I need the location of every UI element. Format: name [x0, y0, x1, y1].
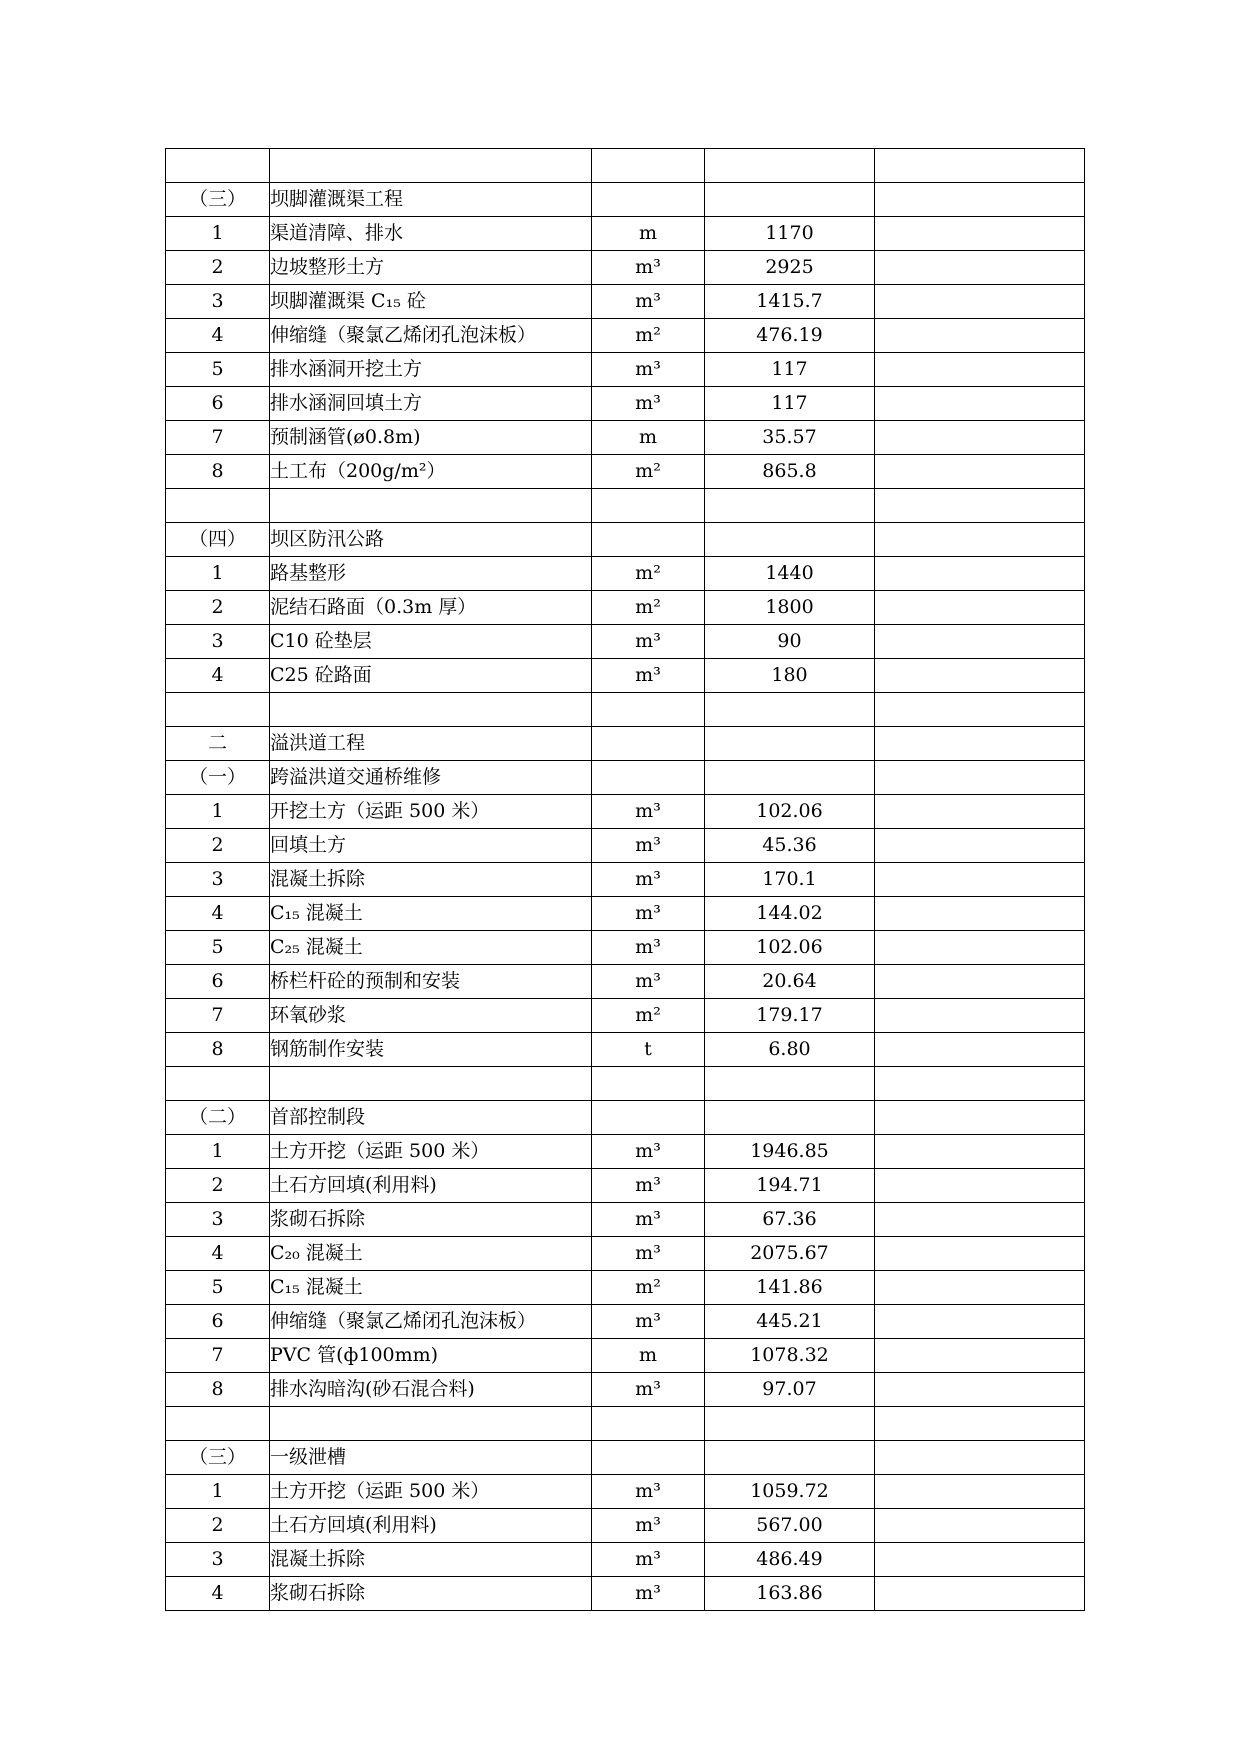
- item-name-cell: 混凝土拆除: [270, 1543, 592, 1577]
- item-name-cell: [270, 693, 592, 727]
- unit-cell: m²: [592, 591, 705, 625]
- unit-cell: m³: [592, 1373, 705, 1407]
- quantity-cell: 20.64: [705, 965, 875, 999]
- unit-cell: m³: [592, 1577, 705, 1611]
- remarks-cell: [875, 1067, 1085, 1101]
- unit-cell: m³: [592, 1135, 705, 1169]
- row-number-cell: 6: [166, 965, 270, 999]
- table-row: [166, 523, 1085, 557]
- remarks-cell: [875, 625, 1085, 659]
- remarks-cell: [875, 1509, 1085, 1543]
- quantity-cell: 1440: [705, 557, 875, 591]
- item-name-cell: 回填土方: [270, 829, 592, 863]
- quantity-cell: 1078.32: [705, 1339, 875, 1373]
- remarks-cell: [875, 1237, 1085, 1271]
- row-number-cell: 7: [166, 421, 270, 455]
- row-number-cell: 3: [166, 1203, 270, 1237]
- quantity-cell: 144.02: [705, 897, 875, 931]
- row-number-cell: 1: [166, 557, 270, 591]
- row-number-cell: 4: [166, 1577, 270, 1611]
- remarks-cell: [875, 523, 1085, 557]
- table-row: [166, 659, 1085, 693]
- row-number-cell: 1: [166, 1475, 270, 1509]
- quantity-cell: 102.06: [705, 931, 875, 965]
- item-name-cell: 泥结石路面（0.3m 厚）: [270, 591, 592, 625]
- row-number-cell: 4: [166, 659, 270, 693]
- unit-cell: m³: [592, 1543, 705, 1577]
- row-number-cell: （一）: [166, 761, 270, 795]
- unit-cell: [592, 149, 705, 183]
- quantity-cell: 476.19: [705, 319, 875, 353]
- item-name-cell: 边坡整形土方: [270, 251, 592, 285]
- item-name-cell: 伸缩缝（聚氯乙烯闭孔泡沫板）: [270, 1305, 592, 1339]
- remarks-cell: [875, 829, 1085, 863]
- quantity-cell: [705, 1441, 875, 1475]
- item-name-cell: 浆砌石拆除: [270, 1577, 592, 1611]
- remarks-cell: [875, 795, 1085, 829]
- unit-cell: m³: [592, 285, 705, 319]
- unit-cell: [592, 523, 705, 557]
- remarks-cell: [875, 1101, 1085, 1135]
- unit-cell: m: [592, 421, 705, 455]
- remarks-cell: [875, 1407, 1085, 1441]
- table-row: [166, 1067, 1085, 1101]
- row-number-cell: 2: [166, 251, 270, 285]
- quantity-cell: 1800: [705, 591, 875, 625]
- table-row: [166, 489, 1085, 523]
- item-name-cell: 桥栏杆砼的预制和安装: [270, 965, 592, 999]
- unit-cell: m³: [592, 931, 705, 965]
- row-number-cell: 2: [166, 591, 270, 625]
- row-number-cell: （三）: [166, 1441, 270, 1475]
- row-number-cell: 二: [166, 727, 270, 761]
- quantity-cell: 170.1: [705, 863, 875, 897]
- table-row: [166, 217, 1085, 251]
- table-row: [166, 285, 1085, 319]
- remarks-cell: [875, 251, 1085, 285]
- table-row: [166, 149, 1085, 183]
- remarks-cell: [875, 149, 1085, 183]
- quantity-cell: 1059.72: [705, 1475, 875, 1509]
- quantity-cell: 67.36: [705, 1203, 875, 1237]
- unit-cell: m³: [592, 353, 705, 387]
- quantity-cell: 35.57: [705, 421, 875, 455]
- item-name-cell: 预制涵管(ø0.8m): [270, 421, 592, 455]
- unit-cell: [592, 693, 705, 727]
- table-row: [166, 353, 1085, 387]
- table-body: [166, 149, 1085, 1611]
- row-number-cell: [166, 1407, 270, 1441]
- remarks-cell: [875, 1475, 1085, 1509]
- item-name-cell: 环氧砂浆: [270, 999, 592, 1033]
- table-row: [166, 1271, 1085, 1305]
- table-row: [166, 387, 1085, 421]
- remarks-cell: [875, 761, 1085, 795]
- unit-cell: [592, 1441, 705, 1475]
- item-name-cell: 首部控制段: [270, 1101, 592, 1135]
- item-name-cell: 土石方回填(利用料): [270, 1169, 592, 1203]
- remarks-cell: [875, 727, 1085, 761]
- row-number-cell: [166, 693, 270, 727]
- unit-cell: m²: [592, 455, 705, 489]
- remarks-cell: [875, 557, 1085, 591]
- table-row: [166, 761, 1085, 795]
- row-number-cell: 4: [166, 319, 270, 353]
- quantities-table: [165, 148, 1085, 1611]
- table-row: [166, 455, 1085, 489]
- unit-cell: [592, 183, 705, 217]
- table-row: [166, 251, 1085, 285]
- table-row: [166, 863, 1085, 897]
- item-name-cell: 坝脚灌溉渠 C₁₅ 砼: [270, 285, 592, 319]
- remarks-cell: [875, 659, 1085, 693]
- unit-cell: m³: [592, 829, 705, 863]
- unit-cell: m³: [592, 897, 705, 931]
- table-row: [166, 829, 1085, 863]
- table-row: [166, 1373, 1085, 1407]
- unit-cell: m: [592, 1339, 705, 1373]
- quantity-cell: 180: [705, 659, 875, 693]
- quantity-cell: [705, 523, 875, 557]
- row-number-cell: 2: [166, 829, 270, 863]
- remarks-cell: [875, 863, 1085, 897]
- remarks-cell: [875, 693, 1085, 727]
- remarks-cell: [875, 353, 1085, 387]
- table-row: [166, 421, 1085, 455]
- table-row: [166, 1475, 1085, 1509]
- item-name-cell: 伸缩缝（聚氯乙烯闭孔泡沫板）: [270, 319, 592, 353]
- table-row: [166, 693, 1085, 727]
- remarks-cell: [875, 1203, 1085, 1237]
- row-number-cell: 3: [166, 285, 270, 319]
- item-name-cell: 排水涵洞回填土方: [270, 387, 592, 421]
- remarks-cell: [875, 1271, 1085, 1305]
- unit-cell: m²: [592, 999, 705, 1033]
- table-row: [166, 625, 1085, 659]
- item-name-cell: C10 砼垫层: [270, 625, 592, 659]
- quantity-cell: 1946.85: [705, 1135, 875, 1169]
- table-row: [166, 999, 1085, 1033]
- quantity-cell: [705, 1067, 875, 1101]
- row-number-cell: 1: [166, 1135, 270, 1169]
- remarks-cell: [875, 1169, 1085, 1203]
- item-name-cell: 跨溢洪道交通桥维修: [270, 761, 592, 795]
- quantity-cell: [705, 1101, 875, 1135]
- remarks-cell: [875, 489, 1085, 523]
- item-name-cell: 一级泄槽: [270, 1441, 592, 1475]
- table-row: [166, 1441, 1085, 1475]
- remarks-cell: [875, 217, 1085, 251]
- quantity-cell: 163.86: [705, 1577, 875, 1611]
- table-row: [166, 319, 1085, 353]
- item-name-cell: C25 砼路面: [270, 659, 592, 693]
- remarks-cell: [875, 1373, 1085, 1407]
- quantity-cell: 486.49: [705, 1543, 875, 1577]
- table-row: [166, 1135, 1085, 1169]
- table-row: [166, 1305, 1085, 1339]
- remarks-cell: [875, 1033, 1085, 1067]
- row-number-cell: 2: [166, 1509, 270, 1543]
- unit-cell: m³: [592, 1475, 705, 1509]
- quantity-cell: 445.21: [705, 1305, 875, 1339]
- table-row: [166, 965, 1085, 999]
- item-name-cell: [270, 489, 592, 523]
- row-number-cell: 7: [166, 999, 270, 1033]
- item-name-cell: C₂₅ 混凝土: [270, 931, 592, 965]
- unit-cell: m³: [592, 251, 705, 285]
- remarks-cell: [875, 931, 1085, 965]
- unit-cell: [592, 1407, 705, 1441]
- table-row: [166, 1339, 1085, 1373]
- row-number-cell: 4: [166, 897, 270, 931]
- row-number-cell: 6: [166, 1305, 270, 1339]
- row-number-cell: （四）: [166, 523, 270, 557]
- table-row: [166, 1237, 1085, 1271]
- remarks-cell: [875, 455, 1085, 489]
- row-number-cell: [166, 1067, 270, 1101]
- remarks-cell: [875, 421, 1085, 455]
- unit-cell: m³: [592, 1305, 705, 1339]
- row-number-cell: 8: [166, 455, 270, 489]
- table-row: [166, 1407, 1085, 1441]
- table-row: [166, 1509, 1085, 1543]
- remarks-cell: [875, 897, 1085, 931]
- item-name-cell: C₂₀ 混凝土: [270, 1237, 592, 1271]
- unit-cell: [592, 489, 705, 523]
- remarks-cell: [875, 319, 1085, 353]
- item-name-cell: PVC 管(ф100mm): [270, 1339, 592, 1373]
- item-name-cell: 渠道清障、排水: [270, 217, 592, 251]
- item-name-cell: 溢洪道工程: [270, 727, 592, 761]
- quantity-cell: [705, 183, 875, 217]
- item-name-cell: 土工布（200g/m²）: [270, 455, 592, 489]
- remarks-cell: [875, 965, 1085, 999]
- unit-cell: m³: [592, 965, 705, 999]
- unit-cell: [592, 1067, 705, 1101]
- table-row: [166, 183, 1085, 217]
- row-number-cell: （二）: [166, 1101, 270, 1135]
- table-row: [166, 795, 1085, 829]
- row-number-cell: 3: [166, 863, 270, 897]
- item-name-cell: C₁₅ 混凝土: [270, 897, 592, 931]
- item-name-cell: 排水沟暗沟(砂石混合料): [270, 1373, 592, 1407]
- remarks-cell: [875, 591, 1085, 625]
- item-name-cell: [270, 1067, 592, 1101]
- quantity-cell: 6.80: [705, 1033, 875, 1067]
- quantity-cell: 2925: [705, 251, 875, 285]
- table-row: [166, 1203, 1085, 1237]
- row-number-cell: 8: [166, 1033, 270, 1067]
- unit-cell: m: [592, 217, 705, 251]
- item-name-cell: 土方开挖（运距 500 米）: [270, 1135, 592, 1169]
- row-number-cell: 5: [166, 353, 270, 387]
- table-row: [166, 1033, 1085, 1067]
- quantity-cell: 141.86: [705, 1271, 875, 1305]
- quantity-cell: 179.17: [705, 999, 875, 1033]
- table-row: [166, 591, 1085, 625]
- row-number-cell: 6: [166, 387, 270, 421]
- unit-cell: [592, 761, 705, 795]
- unit-cell: [592, 727, 705, 761]
- unit-cell: m³: [592, 1509, 705, 1543]
- item-name-cell: 开挖土方（运距 500 米）: [270, 795, 592, 829]
- quantity-cell: 1415.7: [705, 285, 875, 319]
- table-row: [166, 1577, 1085, 1611]
- quantity-cell: [705, 1407, 875, 1441]
- remarks-cell: [875, 285, 1085, 319]
- quantity-cell: 97.07: [705, 1373, 875, 1407]
- row-number-cell: 4: [166, 1237, 270, 1271]
- row-number-cell: [166, 489, 270, 523]
- unit-cell: m³: [592, 1203, 705, 1237]
- row-number-cell: [166, 149, 270, 183]
- unit-cell: m³: [592, 1169, 705, 1203]
- unit-cell: m²: [592, 557, 705, 591]
- quantity-cell: 90: [705, 625, 875, 659]
- table-row: [166, 557, 1085, 591]
- table-row: [166, 1169, 1085, 1203]
- remarks-cell: [875, 183, 1085, 217]
- unit-cell: m²: [592, 319, 705, 353]
- unit-cell: [592, 1101, 705, 1135]
- quantity-cell: 567.00: [705, 1509, 875, 1543]
- remarks-cell: [875, 387, 1085, 421]
- row-number-cell: 2: [166, 1169, 270, 1203]
- quantity-cell: 117: [705, 387, 875, 421]
- quantity-cell: 45.36: [705, 829, 875, 863]
- row-number-cell: 5: [166, 931, 270, 965]
- unit-cell: m³: [592, 863, 705, 897]
- item-name-cell: 坝脚灌溉渠工程: [270, 183, 592, 217]
- remarks-cell: [875, 1441, 1085, 1475]
- row-number-cell: 3: [166, 625, 270, 659]
- unit-cell: m³: [592, 659, 705, 693]
- table-row: [166, 931, 1085, 965]
- item-name-cell: 坝区防汛公路: [270, 523, 592, 557]
- quantity-cell: [705, 693, 875, 727]
- item-name-cell: 钢筋制作安装: [270, 1033, 592, 1067]
- quantity-cell: [705, 727, 875, 761]
- quantity-cell: [705, 489, 875, 523]
- quantity-cell: 865.8: [705, 455, 875, 489]
- row-number-cell: （三）: [166, 183, 270, 217]
- remarks-cell: [875, 1339, 1085, 1373]
- item-name-cell: 排水涵洞开挖土方: [270, 353, 592, 387]
- quantity-cell: 2075.67: [705, 1237, 875, 1271]
- unit-cell: t: [592, 1033, 705, 1067]
- unit-cell: m³: [592, 1237, 705, 1271]
- item-name-cell: 混凝土拆除: [270, 863, 592, 897]
- item-name-cell: 土方开挖（运距 500 米）: [270, 1475, 592, 1509]
- quantity-cell: 1170: [705, 217, 875, 251]
- row-number-cell: 3: [166, 1543, 270, 1577]
- item-name-cell: C₁₅ 混凝土: [270, 1271, 592, 1305]
- quantity-cell: 102.06: [705, 795, 875, 829]
- remarks-cell: [875, 1543, 1085, 1577]
- item-name-cell: [270, 149, 592, 183]
- quantity-cell: 117: [705, 353, 875, 387]
- table-row: [166, 1101, 1085, 1135]
- row-number-cell: 7: [166, 1339, 270, 1373]
- unit-cell: m³: [592, 795, 705, 829]
- item-name-cell: 路基整形: [270, 557, 592, 591]
- quantity-cell: [705, 761, 875, 795]
- item-name-cell: 土石方回填(利用料): [270, 1509, 592, 1543]
- unit-cell: m³: [592, 387, 705, 421]
- remarks-cell: [875, 1135, 1085, 1169]
- remarks-cell: [875, 1577, 1085, 1611]
- remarks-cell: [875, 1305, 1085, 1339]
- row-number-cell: 5: [166, 1271, 270, 1305]
- quantity-cell: 194.71: [705, 1169, 875, 1203]
- unit-cell: m³: [592, 625, 705, 659]
- table-row: [166, 897, 1085, 931]
- quantity-cell: [705, 149, 875, 183]
- table-row: [166, 1543, 1085, 1577]
- row-number-cell: 1: [166, 217, 270, 251]
- row-number-cell: 8: [166, 1373, 270, 1407]
- item-name-cell: [270, 1407, 592, 1441]
- remarks-cell: [875, 999, 1085, 1033]
- item-name-cell: 浆砌石拆除: [270, 1203, 592, 1237]
- table-row: [166, 727, 1085, 761]
- unit-cell: m²: [592, 1271, 705, 1305]
- row-number-cell: 1: [166, 795, 270, 829]
